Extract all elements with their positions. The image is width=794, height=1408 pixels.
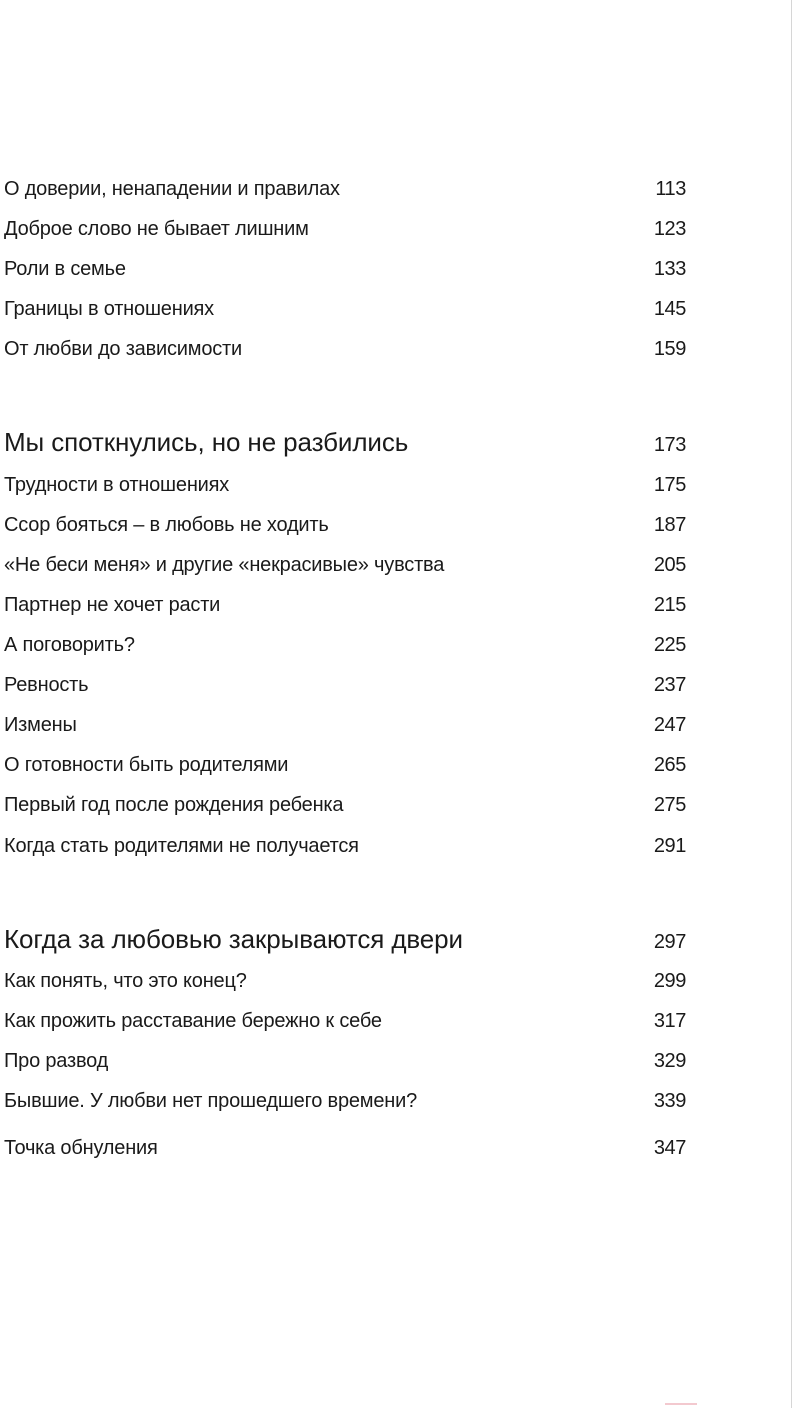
toc-entry-page: 159	[653, 338, 686, 360]
toc-entry[interactable]	[4, 1048, 686, 1074]
page-corner-mark	[665, 1403, 697, 1405]
toc-entry-page: 339	[653, 1090, 686, 1112]
toc-entry[interactable]	[4, 1088, 686, 1114]
toc-section-page: 297	[653, 931, 686, 953]
toc-entry-title: Доброе слово не бывает лишним	[4, 218, 309, 240]
toc-entry-title: От любви до зависимости	[4, 338, 242, 360]
toc-entry-page: 225	[653, 634, 686, 656]
toc-entry[interactable]	[4, 336, 686, 362]
toc-entry-page: 123	[653, 218, 686, 240]
toc-section-page: 173	[653, 434, 686, 456]
toc-entry-page: 347	[653, 1137, 686, 1159]
toc-entry[interactable]	[4, 792, 686, 818]
toc-entry-page: 329	[653, 1050, 686, 1072]
toc-entry-title: Как понять, что это конец?	[4, 970, 247, 992]
toc-entry-title: Первый год после рождения ребенка	[4, 794, 344, 816]
toc-entry-page: 145	[653, 298, 686, 320]
toc-entry[interactable]	[4, 968, 686, 994]
toc-entry[interactable]	[4, 512, 686, 538]
toc-entry[interactable]	[4, 632, 686, 658]
toc-entry-title: Точка обнуления	[4, 1137, 158, 1159]
toc-section-title: Мы споткнулись, но не разбились	[4, 427, 409, 457]
toc-entry-page: 291	[653, 835, 686, 857]
toc-entry[interactable]	[4, 256, 686, 282]
toc-entry-title: Ссор бояться – в любовь не ходить	[4, 514, 329, 536]
toc-entry-title: Трудности в отношениях	[4, 474, 230, 496]
toc-entry[interactable]	[4, 296, 686, 322]
toc-entry[interactable]	[4, 752, 686, 778]
toc-entry[interactable]	[4, 1135, 686, 1161]
toc-entry-page: 215	[653, 594, 686, 616]
toc-entry[interactable]	[4, 216, 686, 242]
toc-entry-page: 237	[653, 674, 686, 696]
toc-entry-page: 175	[653, 474, 686, 496]
toc-entry[interactable]	[4, 1008, 686, 1034]
toc-section-heading[interactable]	[4, 923, 686, 958]
toc-entry[interactable]	[4, 472, 686, 498]
toc-entry-title: О готовности быть родителями	[4, 754, 289, 776]
toc-entry-page: 187	[653, 514, 686, 536]
toc-entry-title: Про развод	[4, 1050, 109, 1072]
toc-entry[interactable]	[4, 592, 686, 618]
toc-entry-title: «Не беси меня» и другие «некрасивые» чувства	[4, 554, 445, 576]
toc-entry[interactable]	[4, 552, 686, 578]
toc-section-heading[interactable]	[4, 426, 686, 461]
toc-entry-title: Как прожить расставание бережно к себе	[4, 1010, 382, 1032]
toc-entry-title: Когда стать родителями не получается	[4, 835, 359, 857]
toc-entry[interactable]	[4, 176, 686, 202]
toc-entry-page: 247	[653, 714, 686, 736]
toc-entry-page: 317	[653, 1010, 686, 1032]
toc-entry-page: 205	[653, 554, 686, 576]
toc-entry-page: 275	[653, 794, 686, 816]
toc-entry-page: 265	[653, 754, 686, 776]
toc-entry-title: Границы в отношениях	[4, 298, 214, 320]
toc-section-title: Когда за любовью закрываются двери	[4, 924, 463, 954]
toc-entry-title: О доверии, ненападении и правилах	[4, 178, 340, 200]
toc-entry-title: Роли в семье	[4, 258, 126, 280]
toc-entry-page: 299	[653, 970, 686, 992]
toc-entry-page: 133	[653, 258, 686, 280]
toc-entry-title: А поговорить?	[4, 634, 135, 656]
toc-entry-title: Партнер не хочет расти	[4, 594, 221, 616]
toc-entry[interactable]	[4, 833, 686, 859]
toc-entry-title: Измены	[4, 714, 77, 736]
page-edge-divider	[791, 0, 792, 1408]
toc-entry[interactable]	[4, 712, 686, 738]
toc-entry-title: Ревность	[4, 674, 89, 696]
toc-entry[interactable]	[4, 672, 686, 698]
toc-entry-page: 113	[655, 178, 686, 200]
toc-entry-title: Бывшие. У любви нет прошедшего времени?	[4, 1090, 418, 1112]
